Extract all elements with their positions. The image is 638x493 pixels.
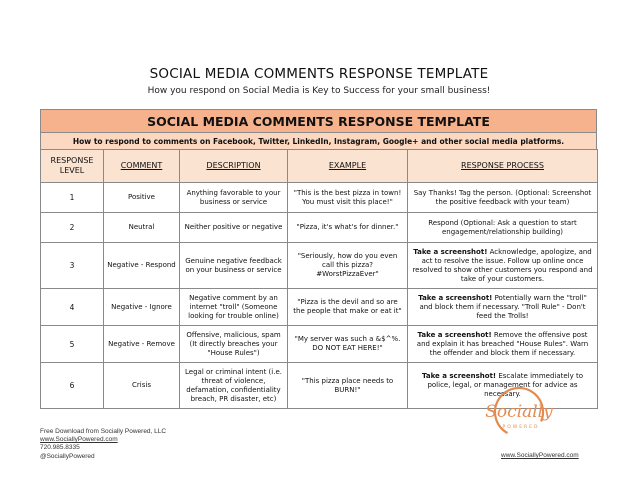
- row-comment: Neutral: [104, 213, 180, 243]
- header-example: EXAMPLE: [288, 150, 408, 183]
- footer-contact: [40, 428, 166, 461]
- row-process: Take a screenshot! Escalate immediately to police, legal, or management for advice as necessary.: [408, 363, 598, 409]
- footer-website-link[interactable]: www.SociallyPowered.com: [40, 436, 118, 444]
- table-row: [41, 243, 598, 289]
- row-process: Take a screenshot! Acknowledge, apologize, and act to resolve the issue. Follow up online once resolved to show other customers you respond and take of your customers.: [408, 243, 598, 289]
- row-description: Genuine negative feedback on your business or service: [180, 243, 288, 289]
- header-comment: COMMENT: [104, 150, 180, 183]
- header-level-line2: LEVEL: [59, 166, 85, 175]
- row-process: Take a screenshot! Potentially warn the "troll" and block them if necessary. "Troll Rule" - Don't feed the Trolls!: [408, 289, 598, 326]
- footer-credit: Free Download from Socially Powered, LLC: [40, 428, 167, 435]
- template-sub-banner: How to respond to comments on Facebook, Twitter, LinkedIn, Instagram, Google+ and other social media platforms.: [40, 132, 597, 149]
- row-process: Take a screenshot! Remove the offensive post and explain it has breached "House Rules". Warn the offender and block them if necessary.: [408, 326, 598, 363]
- row-description: Negative comment by an internet "troll" (Someone looking for trouble online): [180, 289, 288, 326]
- footer-right-link[interactable]: www.SociallyPowered.com: [501, 452, 579, 459]
- socially-powered-logo: [473, 384, 565, 444]
- row-comment: Positive: [104, 183, 180, 213]
- row-level: 3: [41, 243, 104, 289]
- header-response-process: RESPONSE PROCESS: [408, 150, 598, 183]
- response-table: [40, 149, 598, 409]
- row-description: Offensive, malicious, spam (It directly breaches your "House Rules"): [180, 326, 288, 363]
- row-process: Say Thanks! Tag the person. (Optional: Screenshot the positive feedback with your team): [408, 183, 598, 213]
- table-row: [41, 213, 598, 243]
- header-level-line1: RESPONSE: [50, 156, 94, 165]
- table-row: [41, 326, 598, 363]
- row-example: "This is the best pizza in town! You must visit this place!": [288, 183, 408, 213]
- row-example: "This pizza place needs to BURN!": [288, 363, 408, 409]
- row-process: Respond (Optional: Ask a question to start engagement/relationship building): [408, 213, 598, 243]
- table-row: [41, 289, 598, 326]
- header-response-level: [41, 150, 104, 183]
- footer-handle: @SociallyPowered: [40, 452, 95, 460]
- row-level: 1: [41, 183, 104, 213]
- row-level: 5: [41, 326, 104, 363]
- row-example: "Pizza, it's what's for dinner.": [288, 213, 408, 243]
- row-level: 6: [41, 363, 104, 409]
- footer-phone: 720.985.8335: [40, 444, 80, 452]
- row-comment: Negative - Ignore: [104, 289, 180, 326]
- row-description: Legal or criminal intent (i.e. threat of violence, defamation, confidentiality breach, PR disaster, etc): [180, 363, 288, 409]
- logo-wordmark: Socially: [485, 402, 553, 422]
- logo-tagline: POWERED: [502, 425, 540, 430]
- response-template-sheet: [40, 109, 597, 409]
- row-example: "My server was such a &$^%. DO NOT EAT HERE!": [288, 326, 408, 363]
- row-description: Anything favorable to your business or service: [180, 183, 288, 213]
- table-row: [41, 183, 598, 213]
- header-description: DESCRIPTION: [180, 150, 288, 183]
- row-description: Neither positive or negative: [180, 213, 288, 243]
- row-level: 4: [41, 289, 104, 326]
- row-comment: Crisis: [104, 363, 180, 409]
- row-example: "Seriously, how do you even call this pizza? #WorstPizzaEver": [288, 243, 408, 289]
- row-example: "Pizza is the devil and so are the people that make or eat it": [288, 289, 408, 326]
- row-comment: Negative - Remove: [104, 326, 180, 363]
- document-title: SOCIAL MEDIA COMMENTS RESPONSE TEMPLATE: [149, 66, 489, 82]
- row-comment: Negative - Respond: [104, 243, 180, 289]
- document-subtitle: How you respond on Social Media is Key to Success for your small business!: [147, 86, 491, 96]
- template-banner: SOCIAL MEDIA COMMENTS RESPONSE TEMPLATE: [40, 109, 597, 132]
- row-level: 2: [41, 213, 104, 243]
- table-header-row: [41, 150, 598, 183]
